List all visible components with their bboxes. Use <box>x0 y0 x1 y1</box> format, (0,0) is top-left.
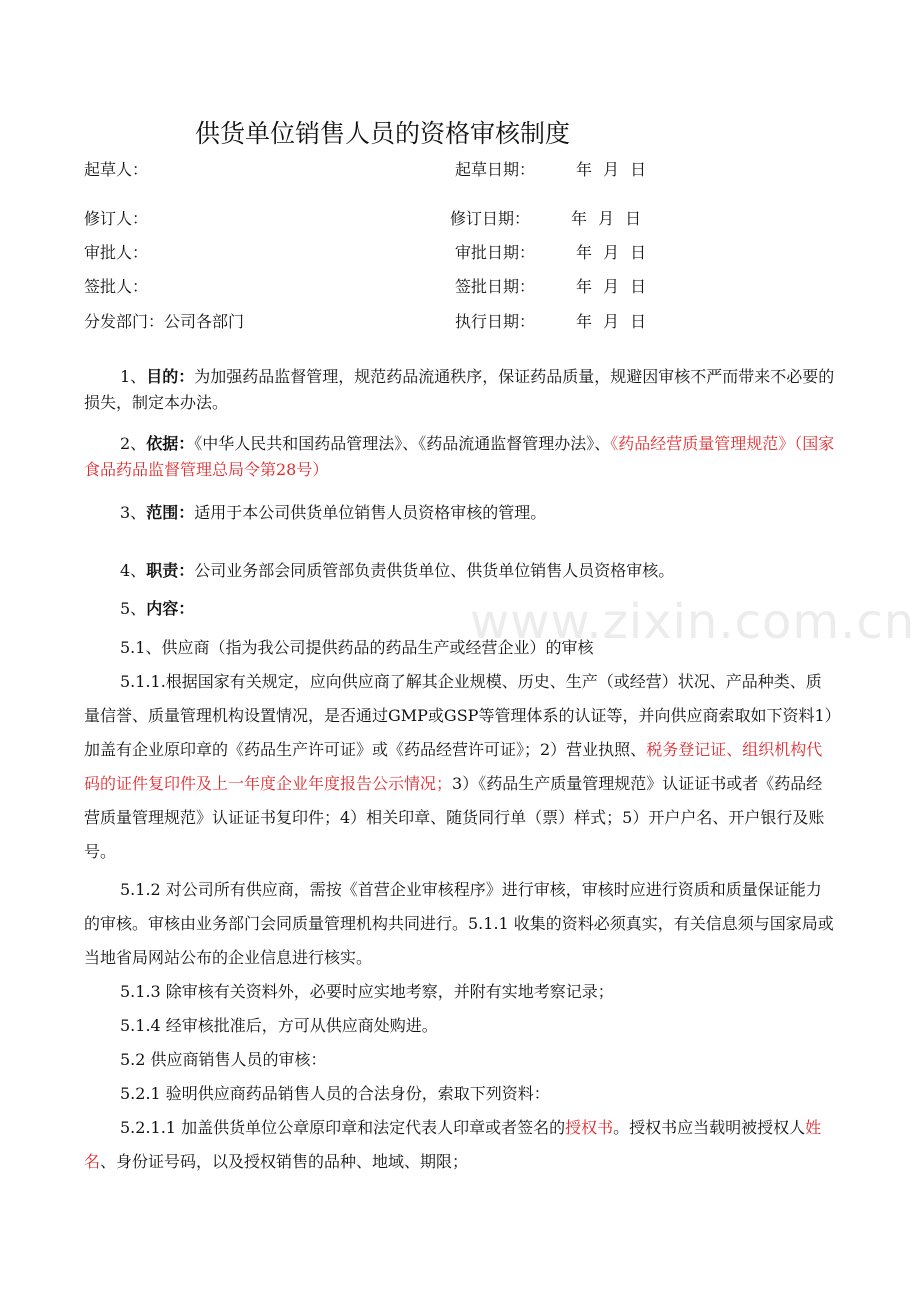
signer-label: 签批人： <box>84 277 149 296</box>
section-number: 2、 <box>120 434 147 453</box>
reviser-label: 修订人： <box>84 209 149 228</box>
clause-text: 、身份证号码，以及授权销售的品种、地域、期限； <box>100 1152 469 1171</box>
dept-label: 分发部门：公司各部门 <box>84 312 245 331</box>
section-content <box>84 596 836 622</box>
section-number: 1、 <box>120 367 147 386</box>
clause-5-2-1: 5.2.1 验明供应商药品销售人员的合法身份，索取下列资料： <box>120 1084 550 1103</box>
clause-5-2: 5.2 供应商销售人员的审核： <box>120 1050 327 1069</box>
section-text: 为加强药品监督管理，规范药品流通秩序，保证药品质量，规避因审核不严而带来不必要的损失，制定本办法。 <box>84 367 835 412</box>
section-heading: 职责： <box>146 561 195 580</box>
sign-date-blank: 年 月 日 <box>576 277 647 296</box>
section-scope <box>84 500 836 526</box>
clause-5-1: 5.1、供应商（指为我公司提供药品的药品生产或经营企业）的审核 <box>120 638 594 657</box>
section-text-highlight: 《药品经营质量管理规范》（国家食品药品监督管理总局令第28号） <box>84 434 835 479</box>
clause-text-highlight: 税务登记证、组织机构代码的证件复印件及上一年度企业年度报告公示情况； <box>84 740 823 793</box>
section-text: 适用于本公司供货单位销售人员资格审核的管理。 <box>194 503 547 522</box>
exec-date-blank: 年 月 日 <box>576 312 647 331</box>
revise-date-blank: 年 月 日 <box>571 209 642 228</box>
clause-5-2-1-1 <box>84 1111 836 1179</box>
clause-5-1-2: 5.1.2 对公司所有供应商，需按《首营企业审核程序》进行审核，审核时应进行资质和质量保证能力的审核。审核由业务部门会同质量管理机构共同进行。5.1.1 收集的资料必须真实，有关信息须与国家局或当地省局网站公布的企业信息进行核实。 <box>84 880 834 967</box>
section-number: 4、 <box>120 561 147 580</box>
draft-date-blank: 年 月 日 <box>576 160 647 179</box>
clause-text: 5.2.1.1 加盖供货单位公章原印章和法定代表人印章或者签名的 <box>120 1118 566 1137</box>
section-number: 5、 <box>120 599 147 618</box>
clause-5-1-3: 5.1.3 除审核有关资料外，必要时应实地考察，并附有实地考察记录； <box>120 982 614 1001</box>
clause-text: 3）《药品生产质量管理规范》认证证书或者《药品经营质量管理规范》认证证书复印件；4）相关印章、随货同行单（票）样式；5）开户户名、开户银行及账号。 <box>84 774 825 861</box>
approve-date-label: 审批日期： <box>455 243 536 262</box>
revise-date-label: 修订日期： <box>450 209 531 228</box>
drafter-label: 起草人： <box>84 160 149 179</box>
approve-date-blank: 年 月 日 <box>576 243 647 262</box>
section-duty <box>84 558 836 584</box>
section-number: 3、 <box>120 503 147 522</box>
exec-date-label: 执行日期： <box>455 312 536 331</box>
page-title: 供货单位销售人员的资格审核制度 <box>195 119 571 148</box>
section-text: 公司业务部会同质管部负责供货单位、供货单位销售人员资格审核。 <box>194 561 675 580</box>
section-text: 《中华人民共和国药品管理法》、《药品流通监督管理办法》、 <box>194 434 611 453</box>
watermark: www.zixin.com.cn <box>470 594 916 650</box>
section-purpose <box>84 364 836 416</box>
sign-date-label: 签批日期： <box>455 277 536 296</box>
clause-text-highlight: 姓名 <box>84 1118 822 1171</box>
clause-5-1-1 <box>84 665 836 869</box>
clause-text: 5.1.1.根据国家有关规定，应向供应商了解其企业规模、历史、生产（或经营）状况、产品种类、质量信誉、质量管理机构设置情况，是否通过GMP或GSP等管理体系的认证等，并向供应商索取如下资料1）加盖有企业原印章的《药品生产许可证》或《药品经营许可证》；2）营业执照、 <box>84 672 833 759</box>
section-basis <box>84 431 836 483</box>
draft-date-label: 起草日期： <box>455 160 536 179</box>
section-heading: 目的： <box>146 367 195 386</box>
section-heading: 依据： <box>146 434 195 453</box>
clause-text: 。授权书应当载明被授权人 <box>613 1118 806 1137</box>
clause-text-highlight: 授权书 <box>565 1118 614 1137</box>
clause-5-1-4: 5.1.4 经审核批准后，方可从供应商处购进。 <box>120 1016 438 1035</box>
approver-label: 审批人： <box>84 243 149 262</box>
section-heading: 范围： <box>146 503 195 522</box>
section-heading: 内容： <box>146 599 195 618</box>
